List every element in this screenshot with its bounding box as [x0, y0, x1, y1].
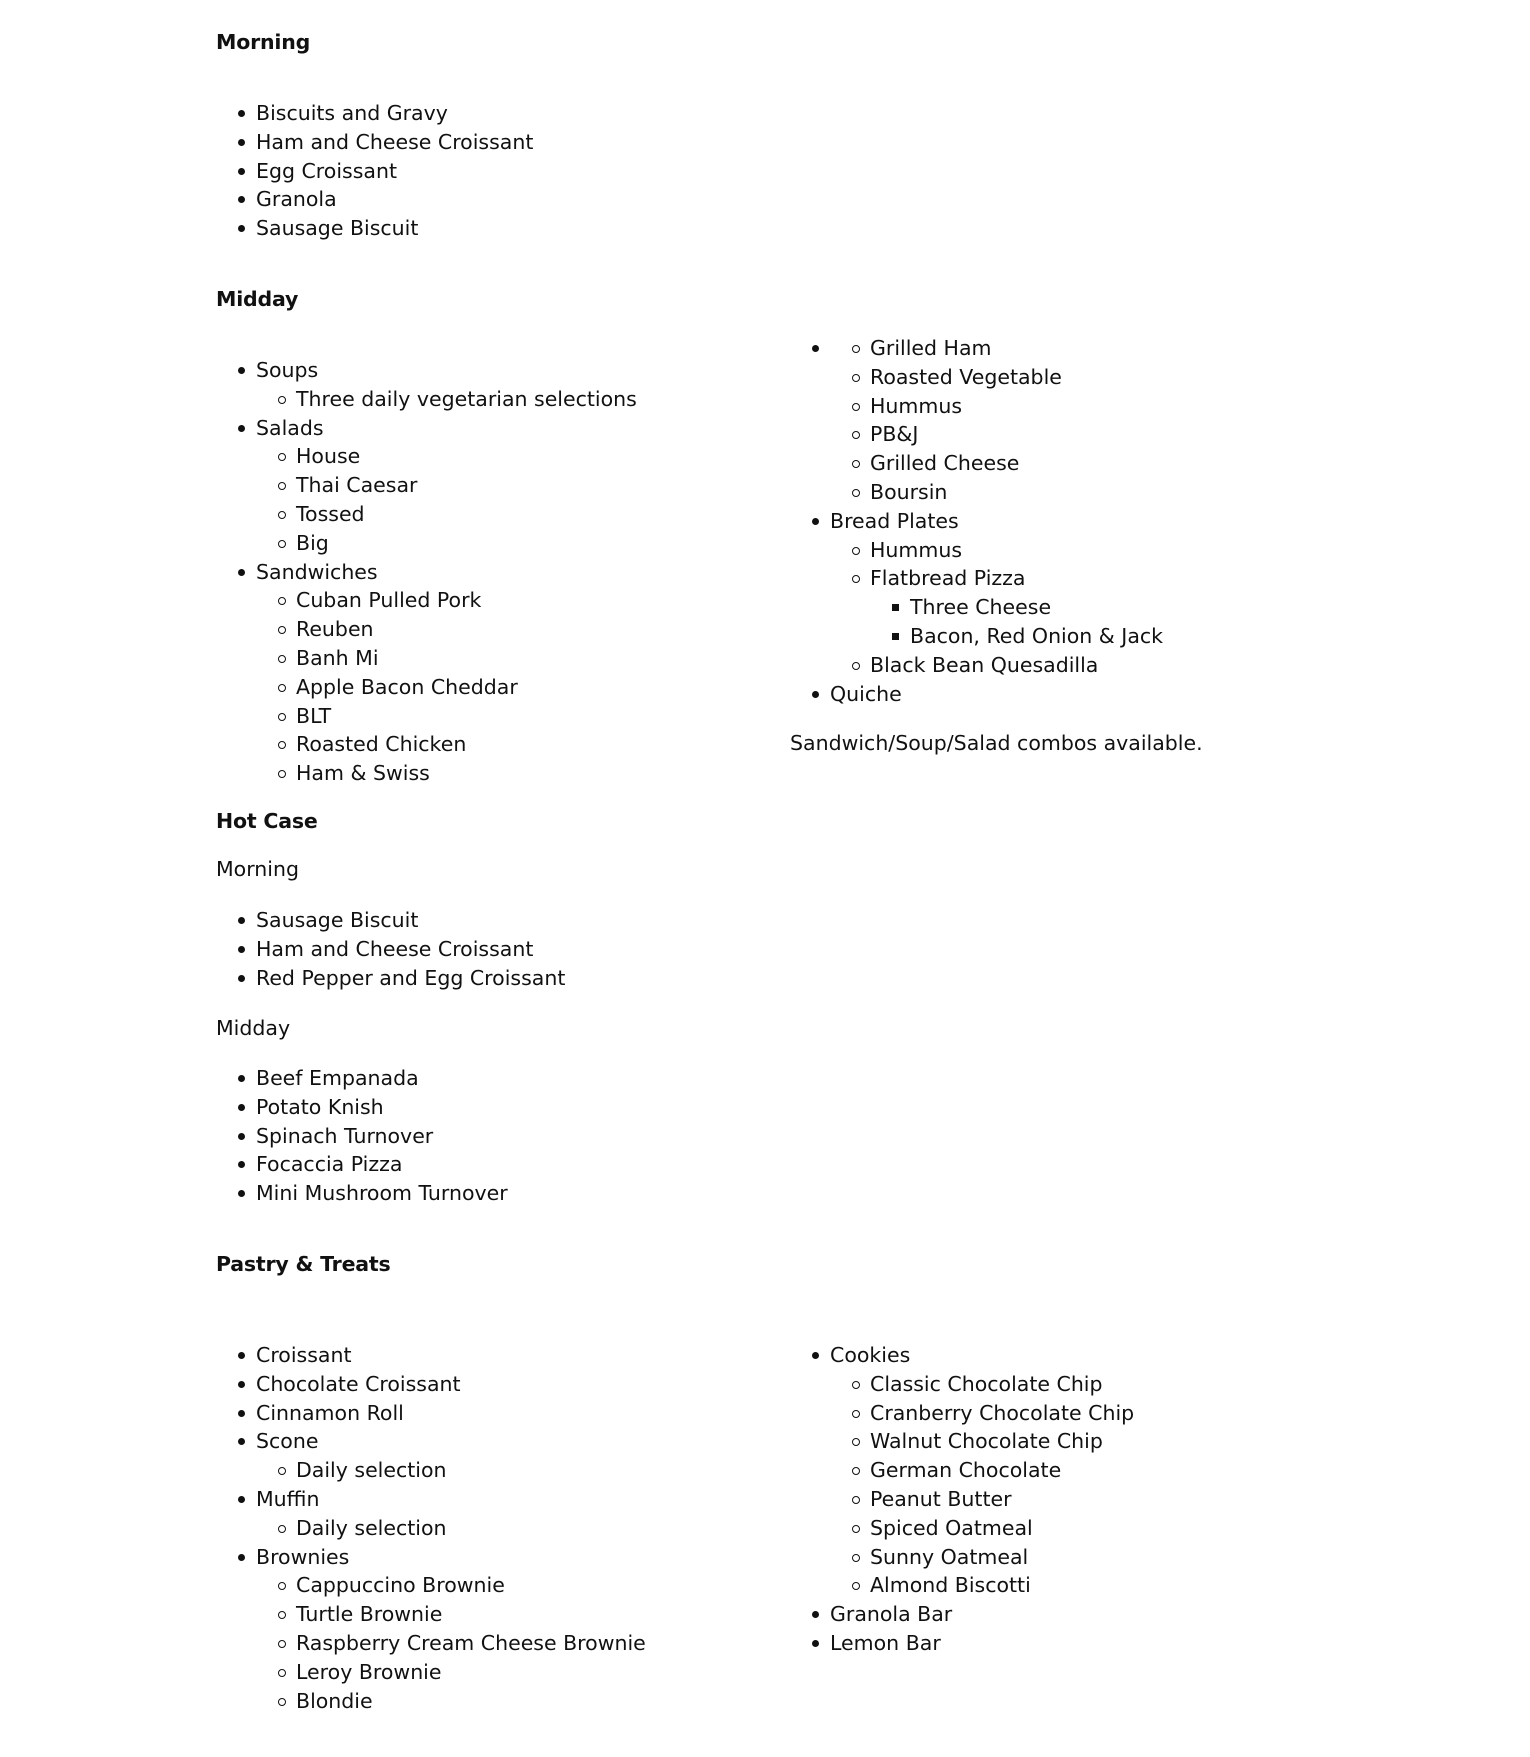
list-item: Roasted Vegetable — [870, 363, 1163, 392]
list-item: BLT — [296, 702, 637, 731]
flatbread-item: Flatbread Pizza Three Cheese Bacon, Red Onion & Jack — [870, 564, 1163, 650]
list-item: Turtle Brownie — [296, 1600, 646, 1629]
list-item: German Chocolate — [870, 1456, 1134, 1485]
list-item: Reuben — [296, 615, 637, 644]
scone-item: Scone Daily selection — [256, 1427, 646, 1485]
list-item: Croissant — [256, 1341, 646, 1370]
list-item: Banh Mi — [296, 644, 637, 673]
list-item: Ham and Cheese Croissant — [256, 128, 533, 157]
list-item: Potato Knish — [256, 1093, 508, 1122]
list-item: House — [296, 442, 637, 471]
hot-case-morning-label: Morning — [216, 857, 299, 881]
list-item: Hummus — [870, 536, 1163, 565]
list-item: Walnut Chocolate Chip — [870, 1427, 1134, 1456]
list-item: Lemon Bar — [830, 1629, 1134, 1658]
list-item: PB&J — [870, 420, 1163, 449]
list-item: Peanut Butter — [870, 1485, 1134, 1514]
list-item: Sausage Biscuit — [256, 214, 533, 243]
combo-note: Sandwich/Soup/Salad combos available. — [790, 731, 1203, 755]
list-item: Leroy Brownie — [296, 1658, 646, 1687]
list-item: Spinach Turnover — [256, 1122, 508, 1151]
list-item: Ham and Cheese Croissant — [256, 935, 565, 964]
morning-list — [256, 99, 533, 243]
list-item: Focaccia Pizza — [256, 1150, 508, 1179]
list-item: Boursin — [870, 478, 1163, 507]
list-item: Grilled Cheese — [870, 449, 1163, 478]
list-item: Classic Chocolate Chip — [870, 1370, 1134, 1399]
list-item: Ham & Swiss — [296, 759, 637, 788]
pastry-heading: Pastry & Treats — [216, 1252, 391, 1276]
list-item: Three Cheese — [910, 593, 1163, 622]
hot-case-midday-list — [256, 1064, 508, 1208]
list-item: Blondie — [296, 1687, 646, 1716]
list-item: Granola — [256, 185, 533, 214]
list-item: Cinnamon Roll — [256, 1399, 646, 1428]
list-item: Beef Empanada — [256, 1064, 508, 1093]
list-item: Almond Biscotti — [870, 1571, 1134, 1600]
list-item: Daily selection — [296, 1456, 646, 1485]
pastry-right-column — [830, 1341, 1134, 1658]
sandwiches-item: Sandwiches Cuban Pulled Pork Reuben Banh Mi Apple Bacon Cheddar BLT Roasted Chicken Ham & Swiss — [256, 558, 637, 788]
list-item: Sausage Biscuit — [256, 906, 565, 935]
list-item: Cuban Pulled Pork — [296, 586, 637, 615]
list-item: Black Bean Quesadilla — [870, 651, 1163, 680]
list-item: Apple Bacon Cheddar — [296, 673, 637, 702]
hot-case-morning-list — [256, 906, 565, 992]
list-item: Chocolate Croissant — [256, 1370, 646, 1399]
list-item: Thai Caesar — [296, 471, 637, 500]
list-item: Cappuccino Brownie — [296, 1571, 646, 1600]
midday-right-column — [830, 334, 1163, 708]
list-item: Roasted Chicken — [296, 730, 637, 759]
list-item: Cranberry Chocolate Chip — [870, 1399, 1134, 1428]
list-item: Granola Bar — [830, 1600, 1134, 1629]
list-item: Red Pepper and Egg Croissant — [256, 964, 565, 993]
hot-case-midday-label: Midday — [216, 1016, 291, 1040]
midday-heading: Midday — [216, 287, 299, 311]
list-item: Big — [296, 529, 637, 558]
list-item: Daily selection — [296, 1514, 646, 1543]
quiche-item: Quiche — [830, 680, 1163, 709]
list-item: Spiced Oatmeal — [870, 1514, 1134, 1543]
list-item: Tossed — [296, 500, 637, 529]
hot-case-heading: Hot Case — [216, 809, 318, 833]
pastry-left-column — [256, 1341, 646, 1715]
brownies-item: Brownies Cappuccino Brownie Turtle Brownie Raspberry Cream Cheese Brownie Leroy Brownie Blondie — [256, 1543, 646, 1716]
list-item: Sunny Oatmeal — [870, 1543, 1134, 1572]
cookies-item: Cookies Classic Chocolate Chip Cranberry Chocolate Chip Walnut Chocolate Chip German Chocolate Peanut Butter Spiced Oatmeal Sunny Oatmeal Almond Biscotti — [830, 1341, 1134, 1600]
bread-plates-item: Bread Plates Hummus Flatbread Pizza Three Cheese Bacon, Red Onion & Jack Black Bean Quesadilla — [830, 507, 1163, 680]
list-item: Raspberry Cream Cheese Brownie — [296, 1629, 646, 1658]
list-item: Egg Croissant — [256, 157, 533, 186]
midday-left-column — [256, 356, 637, 788]
salads-item: Salads House Thai Caesar Tossed Big — [256, 414, 637, 558]
list-item: Bacon, Red Onion & Jack — [910, 622, 1163, 651]
list-item: Hummus — [870, 392, 1163, 421]
list-item: Biscuits and Gravy — [256, 99, 533, 128]
soups-item: Soups Three daily vegetarian selections — [256, 356, 637, 414]
sandwiches-continued — [830, 334, 1163, 507]
morning-heading: Morning — [216, 30, 311, 54]
muffin-item: Muffin Daily selection — [256, 1485, 646, 1543]
list-item: Grilled Ham — [870, 334, 1163, 363]
list-item: Mini Mushroom Turnover — [256, 1179, 508, 1208]
list-item: Three daily vegetarian selections — [296, 385, 637, 414]
